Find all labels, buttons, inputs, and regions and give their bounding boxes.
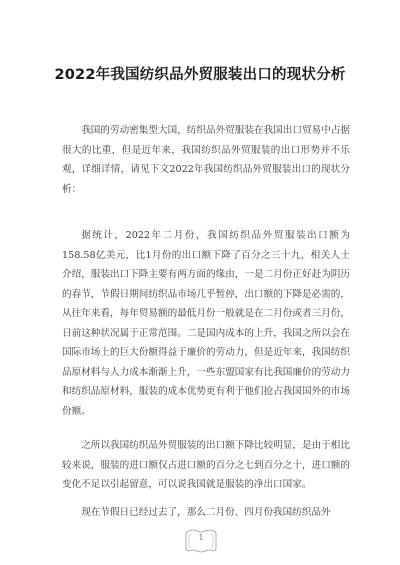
- paragraph-3: 之所以我国纺织品外贸服装的出口额下降比较明显，是由于相比较来说，服装的进口额仅占进口额的百分之七到百分之十，进口额的变化不足以引起留意，可以说我国就是服装的净出口国家。: [62, 440, 350, 490]
- page-number: 1: [198, 533, 204, 542]
- paragraph-2: 据统计，2022年二月份，我国纺织品外贸服装出口额为158.58亿美元，比1月份的出口额下降了百分之三十九，相关人士介绍，服装出口下降主要有两方面的缘由，一是二月份正好赶为阴历的春节，节假日期间纺织品市场几乎暂停，出口额的下降是必需的，从往年来看，每年贸易额的最低月份一般就是在二月份或者三月份，日前这种状况属于正常范围。二是国内成本的上升，我国之所以会在国际市场上的巨大份额得益于廉价的劳动力，但是近年来，我国纺织品原材料与人力成本渐渐上升，一些东盟国家有比我国廉价的劳动力和纺织品原材料，服装的成本优势更有利于他们抢占我国国外的市场份额。: [62, 230, 350, 417]
- paragraph-4: 现在节假日已经过去了，那么二月份、四月份我国纺织品外: [81, 507, 331, 518]
- document-title: 2022年我国纺织品外贸服装出口的现状分析: [54, 67, 346, 83]
- page-number-scroll: [183, 528, 219, 554]
- paragraph-1: 我国的劳动密集型大国，纺织品外贸服装在我国出口贸易中占据很大的比重，但是近年来，我国纺织品外贸服装的出口形势并不乐观，详细详情，请见下文2022年我国纺织品外贸服装出口的现状分析：: [62, 125, 350, 195]
